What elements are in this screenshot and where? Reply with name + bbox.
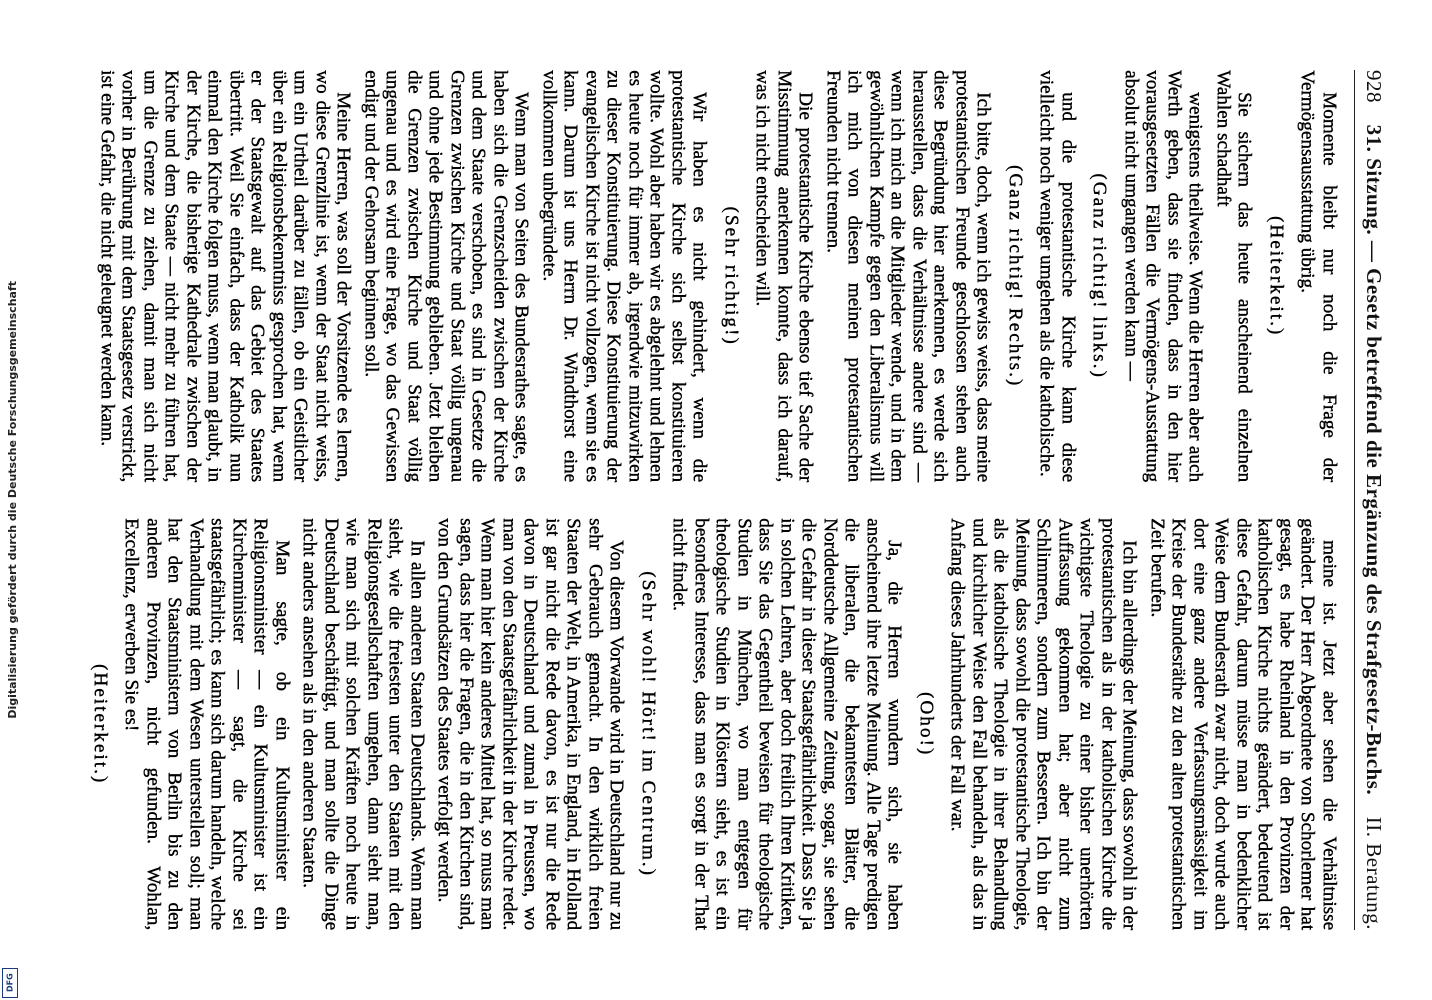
stage-direction: (Ganz richtig! links.) bbox=[1089, 173, 1111, 379]
body-columns bbox=[90, 70, 1340, 930]
running-header bbox=[1354, 70, 1386, 930]
section-tag: II. Beratung. bbox=[1362, 816, 1386, 930]
paragraph: Man sagte, ob ein Kultusminister ein Religionsminister — ein Kultusminister ist ein Kirchenminister — sagt, die Kirche sei staatsgefährlich; es kann sich darum handeln, welche Verhandlung mit dem Wesen unterstellen soll; man hat den Staatsministern von Berlin bis zu den anderen Provinzen, nicht gefunden. Wohlan, Excellenz, erwerben Sie es! bbox=[121, 518, 293, 930]
paragraph: wenigstens theilweise. Wenn die Herren aber auch Werth geben, dass sie finden, dass in den hier vorausgesetzten Fällen die Vermögens-Ausstattung absolut nicht umgangen werden kann — bbox=[1121, 70, 1207, 482]
paragraph: Momente bleibt nur noch die Frage der Vermögensausstattung übrig. bbox=[1297, 70, 1340, 482]
paragraph: Sie sichern das heute anscheinend einzelnen Wahlen schadhaft bbox=[1213, 70, 1256, 482]
paragraph: Ich bin allerdings der Meinung, dass sowohl in der protestantischen als in der katholischen Kirche die wichtigste Theologie zu einer bisher unerhörten Auffassung gekommen hat; aber nicht zum Schlimmeren, sondern zum Besseren. Ich bin der Meinung, dass sowohl die protestantische Theologie, als die katholische Theologie in ihrer Behandlung und kirchlicher Weise den Fall behandeln, als das in Anfang dieses Jahrhunderts der Fall war. bbox=[947, 518, 1141, 930]
paragraph: Die protestantische Kirche ebenso tief Sache der Misstimmung anerkennen konnte, dass ich darauf, was ich nicht entscheiden will. bbox=[752, 70, 817, 482]
session-title: 31. Sitzung. — Gesetz betreffend die Ergänzung des Strafgesetz-Buchs. bbox=[1362, 124, 1386, 796]
left-column bbox=[97, 70, 1340, 482]
paragraph: Ja, die Herren wundern sich, sie haben anscheinend ihre letzte Meinung. Alle Tage predigen die liberalen, die bekanntesten Blätter, die Norddeutsche Allgemeine Zeitung, sogar, sie sehen die Gefahr in dieser Staatsgefährlichkeit. Dass Sie ja in solchen Lehren, aber doch freilich Ihren Kritiken, dass Sie das Gegentheil beweisen für theologische Studien in München, wo man entgegen für theologische Studien in Klöstern sieht, es ist ein besonderes Interesse, dass man es sorgt in der That nicht findet. bbox=[669, 518, 906, 930]
stage-direction: (Oho!) bbox=[916, 691, 937, 757]
paragraph: Wir haben es nicht gehindert, wenn die protestantische Kirche sich selbst konstituieren wollte. Wohl aber haben wir es abgelehnt und lehnen es heute noch für immer ab, irgendwie mitzuwirken zu dieser Konstituierung. Diese Konstituierung der evangelischen Kirche ist nicht vollzogen, wenn sie es kann. Darum ist uns Herrn Dr. Windthorst eine vollkommen unbegründete. bbox=[539, 70, 711, 482]
paragraph: meine ist. Jetzt aber sehen die Verhältnisse geändert. Der Herr Abgeordnete von Schorlemer hat gesagt, es habe Rheinland in den Provinzen der katholischen Kirche nichts geändert, bedeutend ist diese Gefahr, darum müsse man in bedenklicher Weise dem Bundesrath zwar nicht, doch wurde auch dort eine ganz andere Verfassungsmässigkeit im Kreise der Bundesräthe zu den alten protestantischen Zeit berufen. bbox=[1147, 518, 1340, 930]
stage-direction: (Heiterkeit.) bbox=[1266, 215, 1287, 337]
dfg-logo: DFG bbox=[2, 968, 18, 998]
paragraph: Von diesem Vorwande wird in Deutschland nur zu sehr Gebrauch gemacht. In den wirklich freien Staaten der Welt, in Amerika, in England, in Holland ist gar nicht die Rede davon, es ist nur die Rede davon in Deutschland und zumal in Preussen, wo man von den Staatsgefährlichkeit in der Kirche redet. Wenn man hier kein anderes Mittel hat, so muss man sagen, dass hier die Fragen, die in den Kirchen sind, von den Grundsätzen des Staates verfolgt werden. bbox=[434, 518, 628, 930]
paragraph: Meine Herren, was soll der Vorsitzende es lernen, wo diese Grenzlinie ist, wenn der Staat nicht weiss, um ein Urtheil darüber zu fällen, ob ein Geistlicher über ein Religionsbekenntniss gesprochen hat, wenn er der Staatsgewalt auf das Gebiet des Staates übertritt. Weil Sie einfach, dass der Katholik nun einmal den Kirche folgen muss, wenn man glaubt, in der Kirche, die bisherige Kathedrale zwischen der Kirche und dem Staate — nicht mehr zu führen hat, um die Grenze zu ziehen, damit man sich nicht vorher in Berührung mit dem Staatsgesetz verstrickt, ist eine Gefahr, die nicht geleugnet werden kann. bbox=[97, 70, 355, 482]
paragraph: Ich bitte, doch, wenn ich gewiss weiss, dass meine protestantischen Freunde geschlossen stehen auch diese Begründung hier anerkennen, es werde sich herausstellen, dass die Verhältnisse andere sind — wenn ich mich an die Mitglieder wende, und in dem gewöhnlichen Kampfe gegen den Liberalismus will ich mich von diesen meinen protestantischen Freunden nicht trennen. bbox=[823, 70, 995, 482]
stage-direction: (Heiterkeit.) bbox=[90, 663, 111, 785]
scanned-page bbox=[16, 20, 1416, 980]
paragraph: Wenn man von Seiten des Bundesrathes sagte, es haben sich die Grenzscheiden zwischen der Kirche und dem Staate verschoben, es sind in Gesetze die Grenzen zwischen Kirche und Staat völlig ungenau und ohne jede Bestimmung geblieben. Jetzt bleiben die Grenzen zwischen Kirche und Staat völlig ungenau und es wird eine Frage, wo das Gewissen endigt und der Gehorsam beginnen soll. bbox=[361, 70, 533, 482]
stage-direction: (Sehr wohl! Hört! im Centrum.) bbox=[638, 571, 659, 877]
credit-text: Digitalisierung gefördert durch die Deutsche Forschungsgemeinschaft bbox=[5, 281, 19, 719]
stage-direction: (Sehr richtig!) bbox=[721, 206, 742, 346]
right-column bbox=[90, 518, 1340, 930]
paragraph: und die protestantische Kirche kann diese vielleicht noch weniger umgehen als die katholische. bbox=[1036, 70, 1079, 482]
digitization-credit bbox=[4, 0, 20, 1000]
stage-direction: (Ganz richtig! Rechts.) bbox=[1005, 164, 1026, 388]
page-number: 928 bbox=[1362, 70, 1386, 103]
paragraph: In allen anderen Staaten Deutschlands. Wenn man sieht, wie die freiesten unter den Staaten mit den Religionsgesellschaften umgehen, dann sieht man, wie man sich mit solchen Kräften noch heute in Deutschland beschäftigt, und man sollte die Dinge nicht anders ansehen als in den anderen Staaten. bbox=[299, 518, 428, 930]
